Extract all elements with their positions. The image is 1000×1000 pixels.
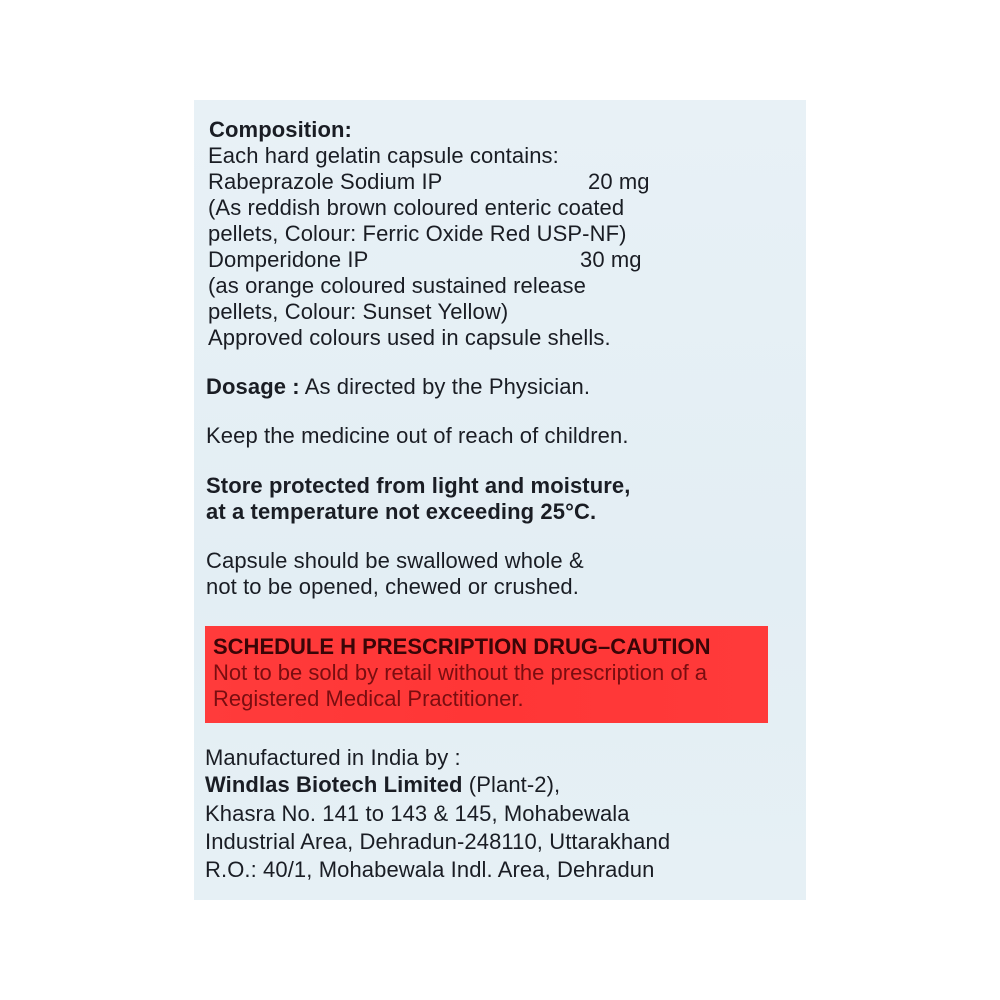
keep-away-text: Keep the medicine out of reach of children. bbox=[206, 423, 629, 448]
composition-heading: Composition: bbox=[209, 117, 352, 142]
caution-heading: SCHEDULE H PRESCRIPTION DRUG–CAUTION bbox=[213, 634, 711, 659]
storage-line1: Store protected from light and moisture, bbox=[206, 473, 631, 498]
manufacturer-intro: Manufactured in India by : bbox=[205, 745, 461, 770]
ingredient2-note-line2: pellets, Colour: Sunset Yellow) bbox=[208, 299, 509, 324]
caution-line2: Registered Medical Practitioner. bbox=[213, 686, 524, 711]
manufacturer-company: Windlas Biotech Limited bbox=[205, 772, 463, 797]
ingredient1-note-line2: pellets, Colour: Ferric Oxide Red USP-NF) bbox=[208, 221, 627, 246]
swallow-line2: not to be opened, chewed or crushed. bbox=[206, 574, 579, 599]
manufacturer-address1: Khasra No. 141 to 143 & 145, Mohabewala bbox=[205, 801, 630, 826]
storage-line2: at a temperature not exceeding 25°C. bbox=[206, 499, 597, 524]
ingredient2-name: Domperidone IP bbox=[208, 247, 369, 272]
manufacturer-address3: R.O.: 40/1, Mohabewala Indl. Area, Dehradun bbox=[205, 857, 655, 882]
dosage-text: As directed by the Physician. bbox=[299, 374, 591, 399]
approved-colours-text: Approved colours used in capsule shells. bbox=[208, 325, 611, 350]
ingredient1-name: Rabeprazole Sodium IP bbox=[208, 169, 443, 194]
caution-line1: Not to be sold by retail without the prescription of a bbox=[213, 660, 708, 685]
composition-intro: Each hard gelatin capsule contains: bbox=[208, 143, 559, 168]
ingredient1-dose: 20 mg bbox=[588, 169, 650, 194]
dosage-label: Dosage : bbox=[206, 374, 300, 399]
manufacturer-plant: (Plant-2), bbox=[462, 772, 561, 797]
ingredient2-dose: 30 mg bbox=[580, 247, 642, 272]
manufacturer-company-line bbox=[205, 772, 560, 798]
swallow-line1: Capsule should be swallowed whole & bbox=[206, 548, 584, 573]
ingredient2-note-line1: (as orange coloured sustained release bbox=[208, 273, 586, 298]
ingredient1-note-line1: (As reddish brown coloured enteric coated bbox=[208, 195, 625, 220]
dosage-line bbox=[206, 374, 590, 400]
manufacturer-address2: Industrial Area, Dehradun-248110, Uttarakhand bbox=[205, 829, 671, 854]
